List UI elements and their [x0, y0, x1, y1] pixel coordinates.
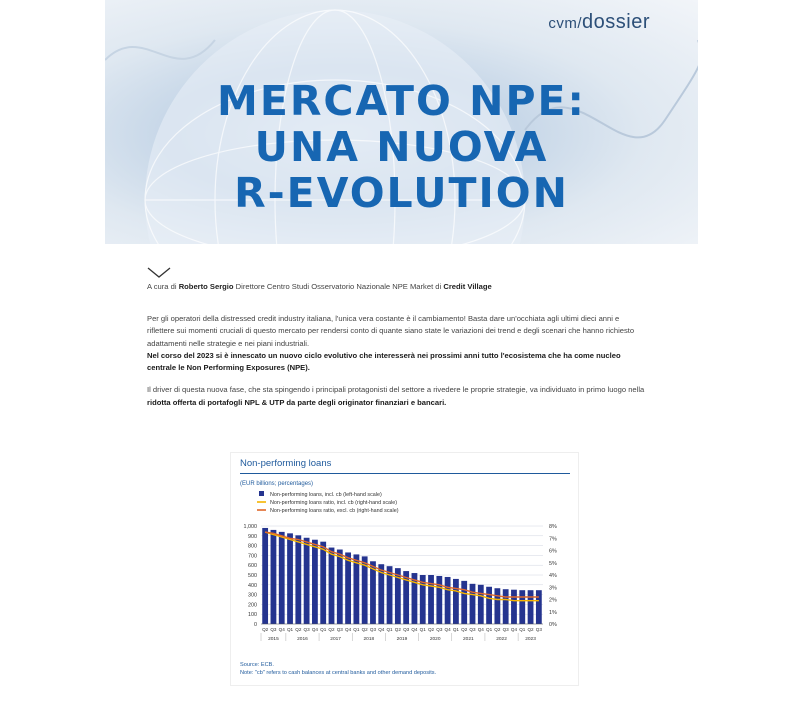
bar — [287, 533, 293, 624]
bar — [329, 548, 335, 624]
paragraph-2-bold: ridotta offerta di portafogli NPL & UTP da parte degli originator finanziari e bancari. — [147, 397, 447, 407]
paragraph-1-text: Per gli operatori della distressed credit industry italiana, l'unica vera costante è il cambiamento! Basta dare un'occhiata agli ultimi dieci anni e riflettere sui momenti cruciali di questo mercato per rendersi conto di quante siano state le variazioni dei trend e degli scenari che hanno richiesto adattamenti nelle strategie e nei piani industriali. — [147, 314, 635, 348]
x-year-label: 2017 — [330, 637, 341, 642]
bar — [262, 528, 268, 624]
title-line-2: UNA NUOVA — [254, 123, 549, 171]
y-right-tick-label: 3% — [549, 585, 557, 592]
x-year-label: 2020 — [429, 637, 441, 642]
chart-title-rule — [240, 473, 570, 474]
y-right-tick-label: 7% — [549, 536, 557, 543]
legend-label: Non-performing loans ratio, incl. cb (right-hand scale) — [270, 500, 398, 506]
x-tick-label: Q1 — [386, 627, 393, 632]
chart-figure — [230, 452, 579, 686]
bar — [436, 576, 442, 624]
x-tick-label: Q4 — [345, 627, 352, 632]
bar — [494, 588, 500, 624]
y-left-tick-label: 0 — [254, 622, 257, 628]
x-tick-label: Q1 — [519, 627, 526, 632]
x-tick-label: Q1 — [286, 627, 294, 632]
x-tick-label: Q4 — [444, 627, 451, 632]
y-left-tick-label: 800 — [248, 543, 257, 550]
bar — [511, 590, 517, 624]
y-right-tick-label: 0% — [549, 622, 557, 628]
x-year-label: 2018 — [363, 637, 375, 642]
bar — [279, 532, 285, 624]
x-tick-label: Q2 — [527, 627, 534, 632]
x-tick-label: Q2 — [461, 627, 468, 632]
article-body — [147, 313, 647, 419]
brand-logo — [548, 11, 650, 34]
chart-units: (EUR billions; percentages) — [240, 481, 314, 487]
header-banner — [105, 0, 698, 244]
x-tick-label: Q2 — [295, 627, 302, 632]
bar — [370, 561, 376, 624]
bar — [295, 535, 301, 624]
y-right-tick-label: 8% — [549, 524, 557, 530]
y-left-tick-label: 600 — [248, 563, 257, 570]
paragraph-2 — [147, 384, 647, 409]
bar — [337, 550, 343, 624]
y-right-tick-label: 1% — [549, 609, 557, 616]
chart-source: Source: ECB. — [240, 662, 274, 668]
title-line-1: MERCATO NPE: — [217, 77, 586, 125]
bar — [453, 579, 459, 624]
x-tick-label: Q2 — [361, 627, 368, 632]
x-tick-label: Q3 — [336, 627, 343, 632]
bar — [312, 540, 318, 624]
brand-suffix: dossier — [582, 11, 650, 33]
bar — [445, 577, 451, 624]
x-tick-label: Q3 — [403, 627, 410, 632]
x-year-label: 2015 — [268, 637, 279, 642]
network-line — [105, 40, 215, 60]
x-tick-label: Q4 — [278, 627, 285, 632]
x-tick-label: Q3 — [436, 627, 443, 632]
paragraph-1-bold: Nel corso del 2023 si è innescato un nuovo ciclo evolutivo che interesserà nei prossimi anni tutto l'ecosistema che ha come nucleo centrale le Non Performing Exposures (NPE). — [147, 350, 621, 373]
x-tick-label: Q2 — [427, 627, 435, 632]
y-right-tick-label: 5% — [549, 560, 557, 567]
x-tick-label: Q2 — [394, 627, 401, 632]
x-tick-label: Q4 — [510, 627, 518, 632]
x-year-label: 2023 — [525, 637, 536, 642]
x-tick-label: Q4 — [411, 627, 418, 632]
paragraph-2-text: Il driver di questa nuova fase, che sta spingendo i principali protagonisti del settore a rivedere le proprie strategie, va individuato in primo luogo nella — [147, 385, 645, 395]
y-right-tick-label: 2% — [549, 597, 557, 604]
x-tick-label: Q4 — [378, 627, 385, 632]
organization-name: Credit Village — [443, 282, 492, 291]
x-year-label: 2016 — [297, 637, 308, 642]
y-left-tick-label: 200 — [248, 602, 257, 609]
y-left-tick-label: 100 — [248, 612, 257, 619]
author-role: Direttore Centro Studi Osservatorio Nazionale NPE Market di — [235, 282, 442, 291]
y-left-tick-label: 400 — [248, 582, 257, 589]
x-tick-label: Q3 — [369, 627, 377, 632]
legend-swatch-bars — [259, 491, 264, 496]
x-tick-label: Q2 — [328, 627, 335, 632]
page-title — [105, 78, 698, 216]
y-left-tick-label: 900 — [248, 533, 257, 540]
bar — [486, 587, 492, 624]
x-tick-label: Q3 — [502, 627, 509, 632]
x-tick-label: Q3 — [469, 627, 476, 632]
bar — [478, 585, 484, 624]
brand-prefix: cvm/ — [548, 15, 583, 32]
x-tick-label: Q1 — [452, 627, 459, 632]
bar — [304, 538, 310, 624]
bar — [353, 554, 359, 624]
bar — [271, 530, 277, 624]
bar — [345, 552, 351, 624]
bar — [503, 589, 509, 624]
y-left-tick-label: 500 — [248, 573, 257, 579]
x-tick-label: Q2 — [494, 627, 501, 632]
x-tick-label: Q1 — [419, 627, 426, 632]
legend-label: Non-performing loans ratio, excl. cb (right-hand scale) — [270, 508, 399, 514]
chart-title: Non-performing loans — [240, 458, 332, 469]
bar — [536, 590, 542, 624]
y-right-tick-label: 6% — [549, 548, 557, 555]
x-tick-label: Q2 — [262, 627, 269, 632]
x-tick-label: Q3 — [303, 627, 310, 632]
x-year-label: 2021 — [463, 637, 474, 642]
bar — [461, 581, 467, 624]
author-name: Roberto Sergio — [178, 282, 234, 291]
bar — [519, 590, 525, 624]
x-year-label: 2022 — [496, 637, 507, 642]
x-year-label: 2019 — [396, 637, 408, 642]
byline-prefix: A cura di — [147, 282, 177, 291]
y-left-tick-label: 700 — [248, 553, 257, 560]
bar — [470, 584, 476, 624]
x-tick-label: Q4 — [311, 627, 318, 632]
chart-note: Note: "cb" refers to cash balances at central banks and other demand deposits. — [240, 670, 437, 676]
bar — [428, 575, 434, 624]
x-tick-label: Q1 — [353, 627, 360, 632]
paragraph-1 — [147, 313, 647, 374]
y-left-tick-label: 300 — [248, 592, 257, 599]
x-tick-label: Q3 — [270, 627, 277, 632]
title-line-3: R-EVOLUTION — [234, 169, 569, 217]
x-tick-label: Q3 — [535, 627, 542, 632]
y-left-tick-label: 1,000 — [243, 524, 257, 530]
y-right-tick-label: 4% — [549, 573, 557, 579]
npl-chart — [231, 488, 578, 660]
byline — [147, 282, 492, 291]
x-tick-label: Q1 — [486, 627, 493, 632]
bar — [320, 542, 326, 624]
x-tick-label: Q1 — [320, 627, 327, 632]
legend-label: Non-performing loans, incl. cb (left-hand scale) — [270, 492, 382, 498]
bar — [528, 590, 534, 624]
chevron-down-icon — [147, 267, 171, 279]
x-tick-label: Q4 — [477, 627, 484, 632]
